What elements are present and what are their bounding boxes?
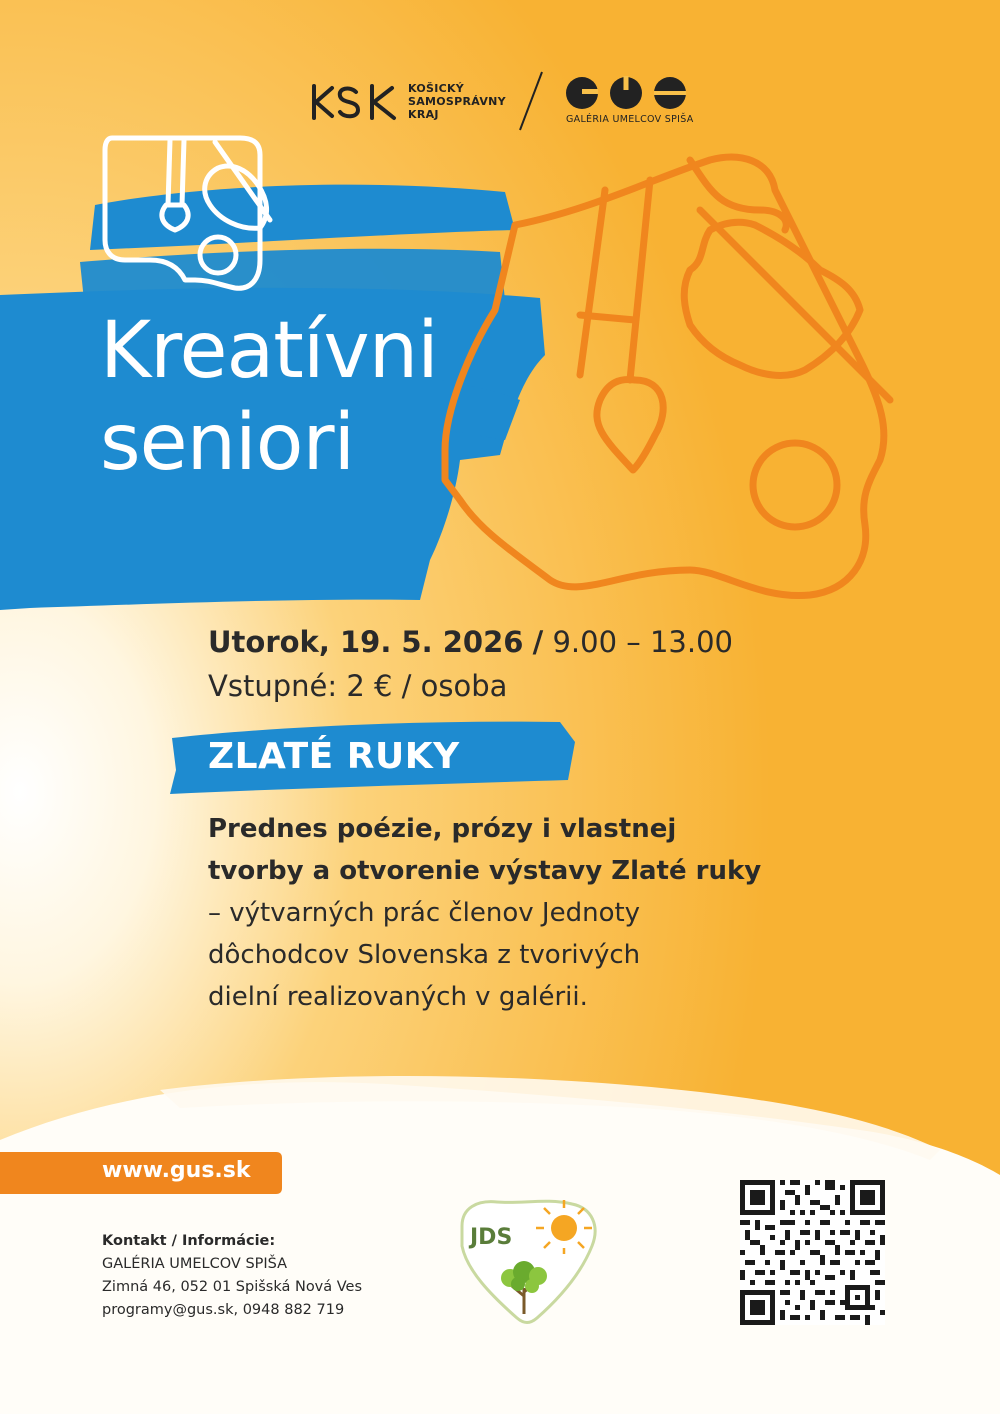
description-line-3: – výtvarných prác členov Jednoty — [208, 898, 641, 928]
jds-mark: JDS — [470, 1225, 513, 1250]
palette-icon-large — [440, 150, 910, 610]
contact-block — [102, 1230, 362, 1322]
description-line-4: dôchodcov Slovenska z tvorivých — [208, 940, 641, 970]
gus-caption: GALÉRIA UMELCOV SPIŠA — [566, 114, 694, 125]
subtitle: ZLATÉ RUKY — [208, 736, 460, 777]
contact-org: GALÉRIA UMELCOV SPIŠA — [102, 1256, 288, 1272]
ksk-line-2: SAMOSPRÁVNY — [408, 95, 506, 108]
event-time: 9.00 – 13.00 — [552, 625, 733, 659]
event-date: Utorok, 19. 5. 2026 — [208, 625, 524, 659]
jds-logo-icon — [452, 1196, 602, 1326]
contact-heading: Kontakt / Informácie: — [102, 1233, 276, 1249]
title-line-1: Kreatívni — [100, 306, 438, 396]
palette-icon-small — [100, 130, 290, 295]
gus-logo-icon — [565, 76, 687, 110]
website-link[interactable]: www.gus.sk — [102, 1158, 251, 1183]
qr-code-icon[interactable] — [740, 1180, 885, 1325]
contact-email-phone[interactable]: programy@gus.sk, 0948 882 719 — [102, 1302, 345, 1318]
contact-address: Zimná 46, 052 01 Spišská Nová Ves — [102, 1279, 363, 1295]
ksk-logo-icon — [310, 82, 402, 122]
event-description — [208, 808, 868, 1018]
event-separator: / — [532, 625, 544, 659]
event-admission: Vstupné: 2 € / osoba — [208, 669, 508, 703]
ksk-line-1: KOŠICKÝ — [408, 82, 465, 95]
description-line-5: dielní realizovaných v galérii. — [208, 982, 588, 1012]
event-dateline — [208, 625, 733, 659]
ksk-line-3: KRAJ — [408, 108, 439, 121]
title-line-2: seniori — [100, 398, 355, 488]
description-bold-2: tvorby a otvorenie výstavy Zlaté ruky — [208, 856, 762, 886]
description-bold-1: Prednes poézie, prózy i vlastnej — [208, 814, 677, 844]
